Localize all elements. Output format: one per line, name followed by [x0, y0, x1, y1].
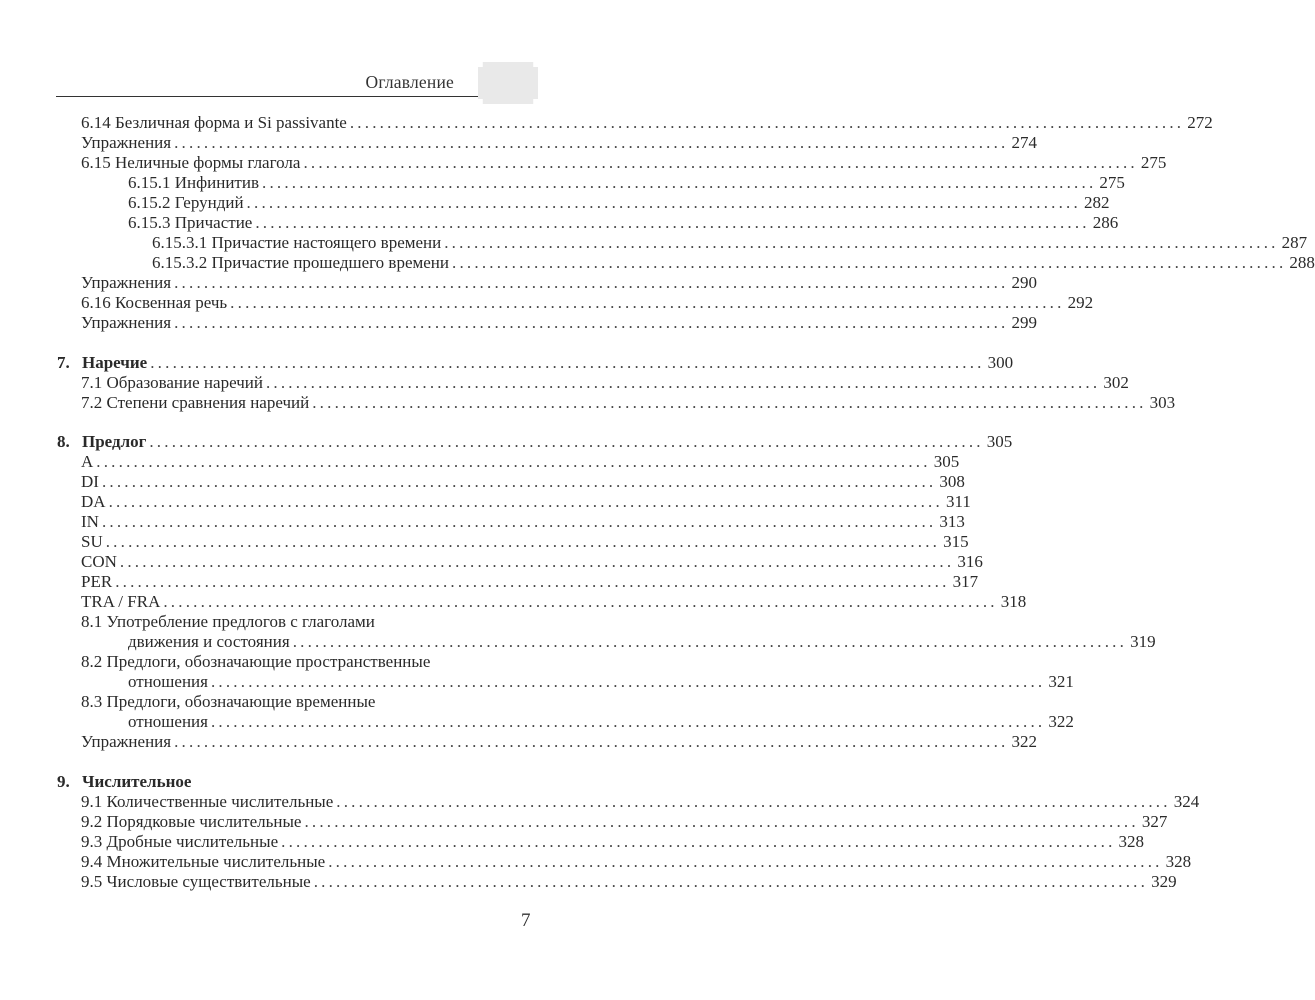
entry-page-number: 322 — [1048, 712, 1074, 731]
toc-entry[interactable] — [81, 373, 1129, 393]
toc-entry[interactable] — [81, 652, 532, 672]
toc-entry[interactable] — [81, 113, 1213, 133]
entry-page-number: 318 — [1000, 592, 1027, 611]
entry-title: 8.2 Предлоги, обозначающие пространственные — [81, 652, 431, 671]
entry-title: 6.15.1 Инфинитив — [128, 173, 259, 192]
entry-title: 8.1 Употребление предлогов с глаголами — [81, 612, 375, 631]
entry-title: Числительное — [82, 772, 192, 791]
dot-leader: ................................................................................................................ — [328, 852, 1163, 871]
dot-leader: ................................................................................................................ — [115, 572, 950, 591]
dot-leader: ................................................................................................................ — [101, 512, 937, 531]
toc-entry[interactable] — [128, 712, 1074, 732]
entry-title: IN — [81, 512, 99, 531]
entry-page-number: 275 — [1140, 153, 1167, 172]
entry-title: отношения — [128, 712, 208, 731]
entry-title: 6.15 Неличные формы глагола — [81, 153, 301, 172]
dot-leader: ................................................................................................................ — [312, 393, 1147, 412]
dot-leader: ................................................................................................................ — [174, 732, 1009, 751]
toc-entry[interactable] — [81, 572, 979, 592]
entry-page-number: 305 — [986, 432, 1013, 451]
dot-leader: ................................................................................................................ — [349, 113, 1185, 132]
entry-page-number: 319 — [1130, 632, 1156, 651]
entry-page-number: 329 — [1151, 872, 1177, 891]
entry-page-number: 292 — [1067, 293, 1094, 312]
toc-entry[interactable] — [81, 852, 1192, 872]
entry-title: 6.14 Безличная форма и Si passivante — [81, 113, 347, 132]
entry-title: 7.2 Степени сравнения наречий — [81, 393, 310, 412]
thumb-tab-marker — [478, 62, 538, 104]
entry-page-number: 303 — [1149, 393, 1176, 412]
entry-page-number: 305 — [933, 452, 960, 471]
entry-title: 6.15.3 Причастие — [128, 213, 253, 232]
entry-page-number: 315 — [943, 532, 969, 551]
entry-title: отношения — [128, 672, 208, 691]
entry-page-number: 321 — [1048, 672, 1074, 691]
entry-title: A — [81, 452, 94, 471]
entry-page-number: 299 — [1011, 313, 1037, 332]
running-head — [56, 60, 484, 97]
entry-page-number: 313 — [939, 512, 965, 531]
dot-leader: ................................................................................................................ — [119, 552, 955, 571]
toc-entry[interactable] — [81, 692, 532, 712]
entry-title: PER — [81, 572, 113, 591]
toc-entry[interactable] — [152, 233, 1308, 253]
dot-leader: ................................................................................................................ — [174, 313, 1009, 332]
dot-leader: ................................................................................................................ — [108, 492, 943, 511]
entry-page-number: 275 — [1099, 173, 1125, 192]
entry-title: 7.1 Образование наречий — [81, 373, 263, 392]
dot-leader: ................................................................................................................ — [163, 592, 998, 611]
entry-page-number: 322 — [1011, 732, 1037, 751]
toc-entry[interactable] — [81, 273, 1037, 293]
entry-title: 6.15.3.2 Причастие прошедшего времени — [152, 253, 450, 272]
entry-title: Упражнения — [81, 133, 172, 152]
toc-entry[interactable] — [81, 532, 969, 552]
entry-page-number: 300 — [987, 353, 1014, 372]
entry-title: 6.15.2 Герундий — [128, 193, 244, 212]
toc-entry[interactable] — [81, 153, 1167, 173]
dot-leader: ................................................................................................................ — [101, 472, 937, 491]
entry-page-number: 288 — [1289, 253, 1315, 272]
dot-leader: ................................................................................................................ — [336, 792, 1171, 811]
entry-page-number: 274 — [1011, 133, 1037, 152]
dot-leader: ................................................................................................................ — [262, 173, 1097, 192]
entry-title: Предлог — [82, 432, 147, 451]
dot-leader: ................................................................................................................ — [304, 812, 1139, 831]
entry-title: CON — [81, 552, 117, 571]
entry-title: 9.3 Дробные числительные — [81, 832, 279, 851]
toc-chapter[interactable] — [57, 432, 1013, 452]
entry-page-number: 316 — [957, 552, 983, 571]
toc-entry[interactable] — [81, 552, 983, 572]
dot-leader: ................................................................................................................ — [292, 632, 1128, 651]
entry-title: DA — [81, 492, 106, 511]
toc-entry[interactable] — [128, 193, 1110, 213]
toc-entry[interactable] — [81, 592, 1027, 612]
dot-leader: ................................................................................................................ — [174, 133, 1009, 152]
dot-leader: ................................................................................................................ — [105, 532, 941, 551]
toc-entry[interactable] — [81, 133, 1037, 153]
dot-leader: ................................................................................................................ — [210, 712, 1046, 731]
dot-leader: ................................................................................................................ — [246, 193, 1081, 212]
entry-title: 6.16 Косвенная речь — [81, 293, 228, 312]
toc-entry[interactable] — [81, 612, 532, 632]
toc-entry[interactable] — [81, 872, 1177, 892]
toc-entry[interactable] — [128, 672, 1074, 692]
entry-page-number: 287 — [1281, 233, 1308, 252]
toc-entry[interactable] — [81, 472, 965, 492]
entry-title: 9.5 Числовые существительные — [81, 872, 311, 891]
toc-chapter[interactable] — [57, 353, 1014, 373]
dot-leader: ................................................................................................................ — [265, 373, 1101, 392]
dot-leader: ................................................................................................................ — [303, 153, 1138, 172]
toc-entry[interactable] — [81, 732, 1037, 752]
entry-title: 8.3 Предлоги, обозначающие временные — [81, 692, 376, 711]
toc-entry[interactable] — [81, 293, 1094, 313]
toc-entry[interactable] — [81, 393, 1176, 413]
entry-title: DI — [81, 472, 99, 491]
toc-entry[interactable] — [152, 253, 1315, 273]
dot-leader: ................................................................................................................ — [149, 432, 984, 451]
toc-chapter[interactable] — [57, 772, 532, 792]
dot-leader: ................................................................................................................ — [96, 452, 931, 471]
dot-leader: ................................................................................................................ — [174, 273, 1009, 292]
entry-page-number: 317 — [952, 572, 979, 591]
entry-page-number: 311 — [945, 492, 971, 511]
dot-leader: ................................................................................................................ — [230, 293, 1065, 312]
entry-page-number: 282 — [1083, 193, 1110, 212]
dot-leader: ................................................................................................................ — [210, 672, 1046, 691]
entry-title: Наречие — [82, 353, 148, 372]
entry-page-number: 302 — [1103, 373, 1129, 392]
toc-entry[interactable] — [81, 792, 1200, 812]
toc-entry[interactable] — [128, 632, 1156, 652]
entry-page-number: 272 — [1187, 113, 1213, 132]
entry-page-number: 308 — [939, 472, 965, 491]
entry-page-number: 324 — [1173, 792, 1200, 811]
entry-title: 9.1 Количественные числительные — [81, 792, 334, 811]
entry-title: Упражнения — [81, 732, 172, 751]
entry-title: TRA / FRA — [81, 592, 161, 611]
toc-entry[interactable] — [128, 213, 1119, 233]
dot-leader: ................................................................................................................ — [452, 253, 1287, 272]
dot-leader: ................................................................................................................ — [313, 872, 1149, 891]
entry-page-number: 290 — [1011, 273, 1037, 292]
chapter-number: 9. — [57, 772, 70, 791]
entry-page-number: 286 — [1092, 213, 1119, 232]
dot-leader: ................................................................................................................ — [444, 233, 1279, 252]
dot-leader: ................................................................................................................ — [281, 832, 1116, 851]
dot-leader: ................................................................................................................ — [150, 353, 985, 372]
entry-page-number: 328 — [1165, 852, 1192, 871]
running-head-title: Оглавление — [365, 72, 454, 92]
toc-entry[interactable] — [81, 512, 965, 532]
toc-entry[interactable] — [81, 313, 1037, 333]
toc-entry[interactable] — [81, 812, 1168, 832]
dot-leader: ................................................................................................................ — [255, 213, 1090, 232]
toc-entry[interactable] — [81, 832, 1145, 852]
chapter-number: 7. — [57, 353, 70, 372]
entry-title: Упражнения — [81, 273, 172, 292]
toc-entry[interactable] — [128, 173, 1125, 193]
entry-title: 6.15.3.1 Причастие настоящего времени — [152, 233, 442, 252]
entry-title: Упражнения — [81, 313, 172, 332]
entry-title: 9.4 Множительные числительные — [81, 852, 326, 871]
entry-title: SU — [81, 532, 103, 551]
entry-title: движения и состояния — [128, 632, 290, 651]
toc-entry[interactable] — [81, 492, 971, 512]
chapter-number: 8. — [57, 432, 70, 451]
toc-entry[interactable] — [81, 452, 960, 472]
entry-page-number: 327 — [1141, 812, 1168, 831]
page-number: 7 — [521, 910, 531, 931]
entry-title: 9.2 Порядковые числительные — [81, 812, 302, 831]
entry-page-number: 328 — [1118, 832, 1145, 851]
